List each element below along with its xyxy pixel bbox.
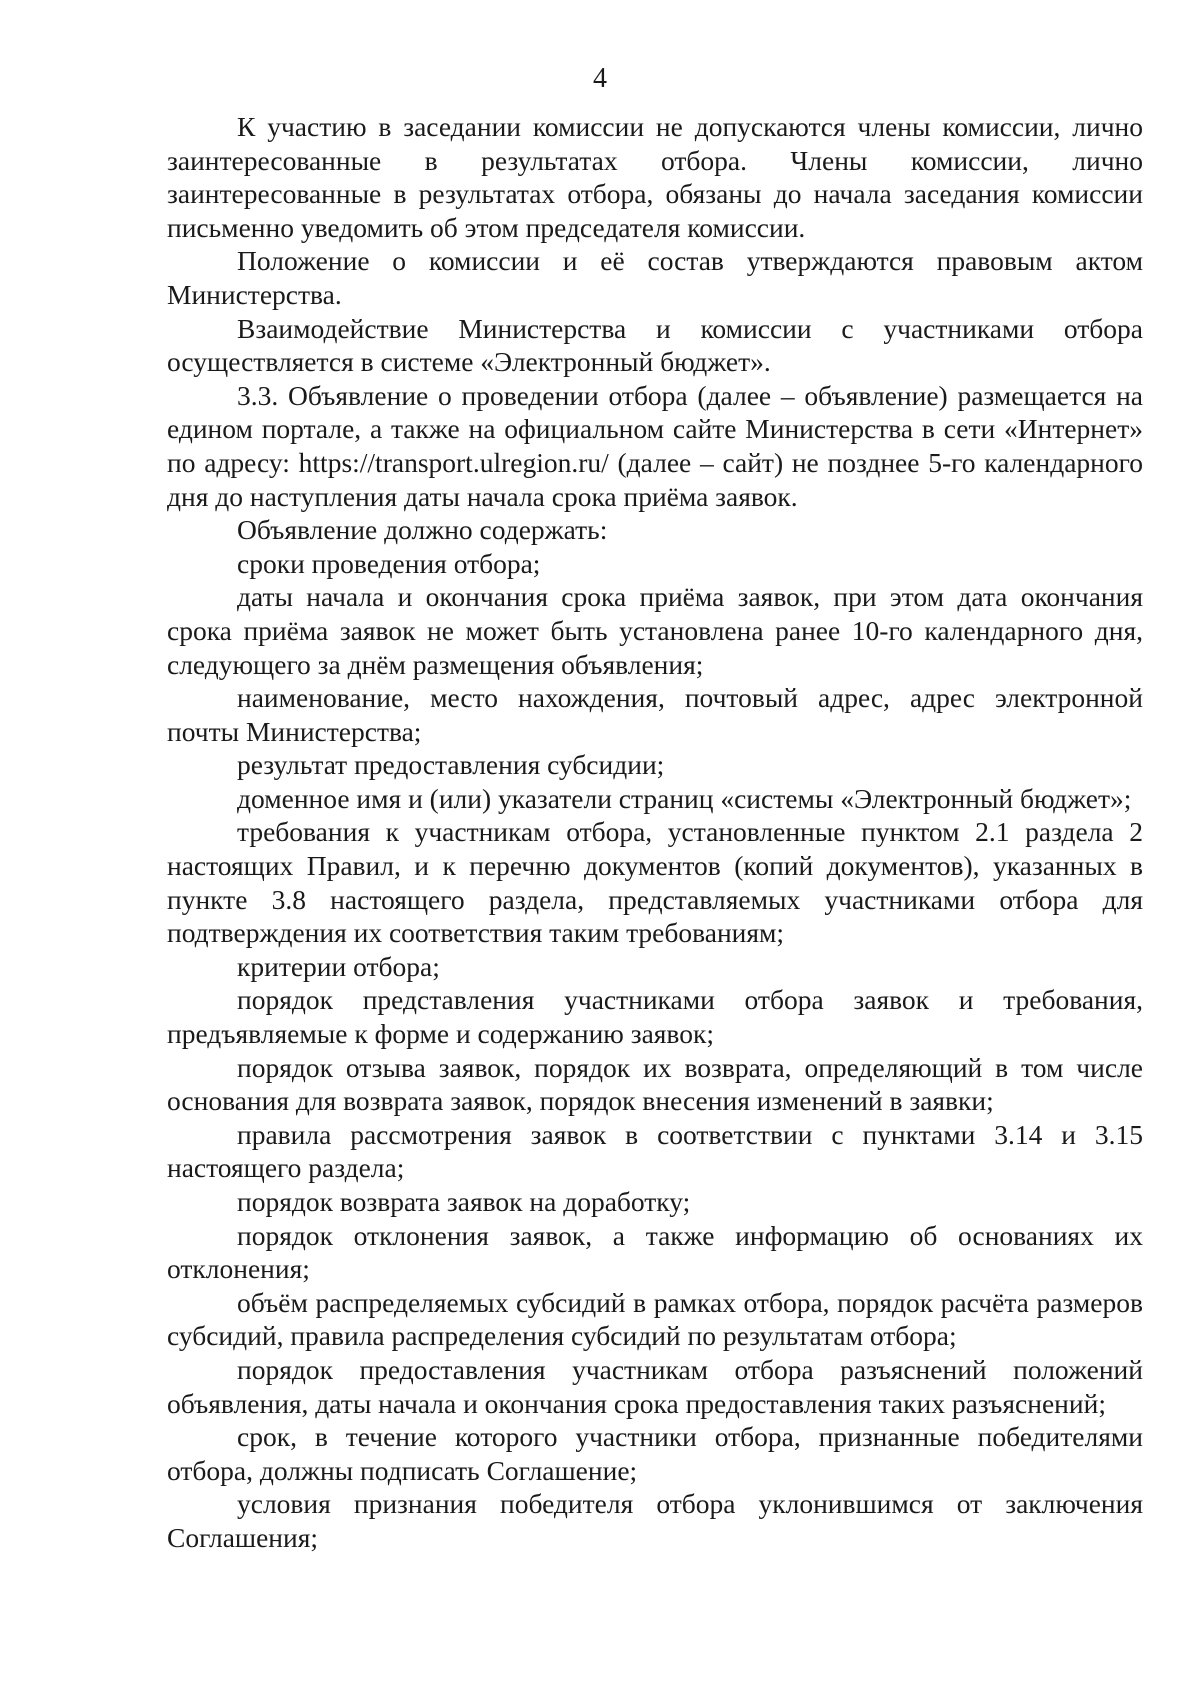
document-body <box>167 110 1143 1555</box>
list-item-application-dates: даты начала и окончания срока приёма заявок, при этом дата окончания срока приёма заявок не может быть установлена ранее 10-го календарного дня, следующего за днём размещения объявления; <box>167 581 1143 680</box>
list-item-return-for-revision: порядок возврата заявок на доработку; <box>237 1186 691 1217</box>
list-item-ministry-details: наименование, место нахождения, почтовый адрес, адрес электронной почты Министерства; <box>167 682 1143 747</box>
list-item-subsidy-result: результат предоставления субсидии; <box>237 749 665 781</box>
list-item-evasion-conditions: условия признания победителя отбора уклонившимся от заключения Соглашения; <box>167 1488 1143 1553</box>
list-item-signing-deadline: срок, в течение которого участники отбора, признанные победителями отбора, должны подписать Соглашение; <box>167 1421 1143 1486</box>
list-item-selection-criteria: критерии отбора; <box>237 950 440 982</box>
list-item-domain-name: доменное имя и (или) указатели страниц «системы «Электронный бюджет»; <box>237 782 1132 814</box>
paragraph-commission-conflict: К участию в заседании комиссии не допускаются члены комиссии, лично заинтересованные в результатах отбора. Члены комиссии, лично заинтересованные в результатах отбора, обязаны до начала заседания комиссии письменно уведомить об этом председателя комиссии. <box>167 111 1143 243</box>
list-item-subsidy-volume: объём распределяемых субсидий в рамках отбора, порядок расчёта размеров субсидий, правила распределения субсидий по результатам отбора; <box>167 1286 1143 1352</box>
paragraph-commission-regulation: Положение о комиссии и её состав утверждаются правовым актом Министерства. <box>167 245 1143 310</box>
list-item-review-rules: правила рассмотрения заявок в соответствии с пунктами 3.14 и 3.15 настоящего раздела; <box>167 1118 1143 1184</box>
list-item-submission-procedure: порядок представления участниками отбора заявок и требования, предъявляемые к форме и содержанию заявок; <box>167 984 1143 1050</box>
list-item-participant-requirements: требования к участникам отбора, установленные пунктом 2.1 раздела 2 настоящих Правил, и к перечню документов (копий документов), указанных в пункте 3.8 настоящего раздела, представляемых участниками отбора для подтверждения их соответствия таким требованиям; <box>167 816 1143 949</box>
list-item-clarifications: порядок предоставления участникам отбора разъяснений положений объявления, даты начала и окончания срока предоставления таких разъяснений; <box>167 1353 1143 1419</box>
paragraph-announcement-contents: Объявление должно содержать: <box>237 514 608 546</box>
list-item-rejection-procedure: порядок отклонения заявок, а также информацию об основаниях их отклонения; <box>167 1219 1143 1285</box>
paragraph-announcement-3-3: 3.3. Объявление о проведении отбора (далее – объявление) размещается на едином портале, а также на официальном сайте Министерства в сети «Интернет» по адресу: https://transport.ulregion.ru/ (далее – сайт) не позднее 5-го календарного дня до наступления даты начала срока приёма заявок. <box>167 379 1143 512</box>
paragraph-interaction-system: Взаимодействие Министерства и комиссии с участниками отбора осуществляется в системе «Электронный бюджет». <box>167 312 1143 378</box>
list-item-withdrawal-procedure: порядок отзыва заявок, порядок их возврата, определяющий в том числе основания для возврата заявок, порядок внесения изменений в заявки; <box>167 1051 1143 1117</box>
page-number: 4 <box>593 63 607 94</box>
list-item-selection-terms: сроки проведения отбора; <box>237 547 541 579</box>
